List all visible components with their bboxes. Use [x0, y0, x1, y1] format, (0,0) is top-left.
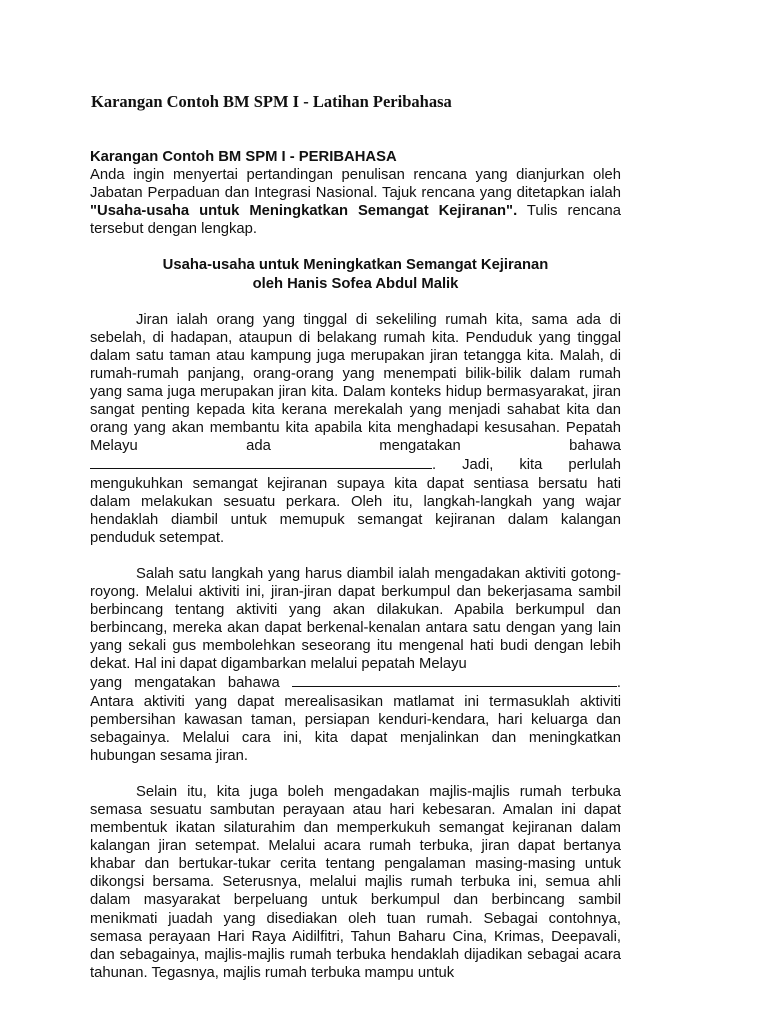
paragraph-2 — [90, 565, 621, 765]
document-title: Karangan Contoh BM SPM I - Latihan Peribahasa — [91, 92, 452, 111]
paragraph-3-text: Selain itu, kita juga boleh mengadakan majlis-majlis rumah terbuka semasa sesuatu sambutan perayaan atau hari kebesaran. Amalan ini dapat membentuk ikatan silaturahim dan memperkukuh semangat kejiranan dalam kalangan jiran setempat. Melalui acara rumah terbuka, jiran dapat bertanya khabar dan bertukar-tukar cerita tentang pengalaman masing-masing untuk dikongsi bersama. Seterusnya, melalui majlis rumah terbuka ini, semua ahli dalam masyarakat berpeluang untuk berkumpul dan berbincang sambil menikmati juadah yang disediakan oleh tuan rumah. Sebagai contohnya, semasa perayaan Hari Raya Aidilfitri, Tahun Baharu Cina, Krimas, Deepavali, dan sebagainya, majlis-majlis rumah terbuka hendaklah dijadikan sebagai acara tahunan. Tegasnya, majlis rumah terbuka mampu untuk — [90, 783, 621, 981]
paragraph-1 — [90, 311, 621, 547]
essay-author-line: oleh Hanis Sofea Abdul Malik — [252, 275, 459, 292]
paragraph-2-text: Salah satu langkah yang harus diambil ialah mengadakan aktiviti gotong-royong. Melalui aktiviti ini, jiran-jiran dapat berkumpul dan bekerjasama sambil berbincang tentang aktiviti yang akan dilakukan. Apabila berkumpul dan berbincang, mereka akan dapat berkenal-kenalan antara satu dengan yang lain yang sekali gus membolehkan seseorang itu mengenal hati budi dengan lebih dekat. Hal ini dapat digambarkan melalui pepatah Melayu — [90, 565, 621, 673]
section-heading: Karangan Contoh BM SPM I - PERIBAHASA — [90, 149, 397, 165]
essay-title — [90, 256, 621, 292]
document-body — [90, 92, 621, 1000]
essay-title-line: Usaha-usaha untuk Meningkatkan Semangat Kejiranan — [162, 257, 549, 274]
paragraph-2-lead: yang mengatakan bahawa — [90, 675, 280, 692]
essay-topic: "Usaha-usaha untuk Meningkatkan Semangat Kejiranan". — [90, 203, 518, 220]
proverb-blank-2 — [292, 673, 617, 687]
proverb-blank-1 — [90, 455, 432, 469]
intro-text: Anda ingin menyertai pertandingan penulisan rencana yang dianjurkan oleh Jabatan Perpaduan dan Integrasi Nasional. Tajuk rencana yang ditetapkan ialah — [90, 167, 621, 202]
paragraph-2-period: . — [616, 675, 621, 692]
intro-instruction: Tulis rencana tersebut dengan lengkap. — [90, 203, 622, 238]
paragraph-2-continuation: Antara aktiviti yang dapat merealisasikan matlamat ini termasuklah aktiviti pembersihan kawasan taman, persiapan kenduri-kendara, hari keluarga dan sebagainya. Melalui cara ini, kita dapat menjalinkan dan meningkatkan hubungan sesama jiran. — [90, 693, 621, 764]
paragraph-2-blank-line — [90, 673, 621, 692]
intro-paragraph — [90, 166, 621, 238]
paragraph-1-continuation: . Jadi, kita perlulah mengukuhkan semangat kejiranan supaya kita dapat sentiasa bersatu hati dalam melakukan sesuatu perkara. Oleh itu, langkah-langkah yang wajar hendaklah diambil untuk memupuk semangat kejiranan dalam kalangan penduduk setempat. — [90, 457, 621, 546]
paragraph-1-text: Jiran ialah orang yang tinggal di sekeliling rumah kita, sama ada di sebelah, di hadapan, ataupun di belakang rumah kita. Penduduk yang tinggal dalam satu taman atau kampung juga merupakan jiran tetangga kita. Malah, di rumah-rumah panjang, orang-orang yang menempati bilik-bilik dalam rumah yang sama juga merupakan jiran kita. Dalam konteks hidup bermasyarakat, jiran sangat penting kepada kita kerana merekalah yang menjadi sahabat kita dan orang yang akan membantu kita apabila kita menghadapi kesusahan. Pepatah Melayu ada mengatakan bahawa — [90, 311, 621, 455]
paragraph-3 — [90, 783, 621, 982]
